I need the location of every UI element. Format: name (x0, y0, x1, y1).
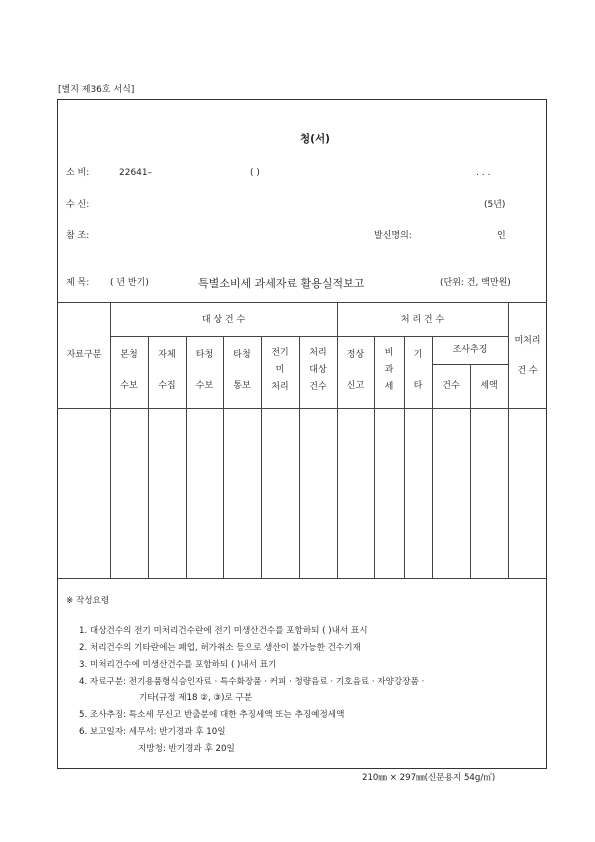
form-label: [별지 제36호 서식] (58, 85, 135, 95)
table-bottom-line (57, 578, 547, 579)
col-line-2 (148, 336, 149, 578)
col-line-4 (223, 336, 224, 578)
col-normal-2: 신고 (346, 381, 365, 391)
col-prior-3: 처리 (271, 382, 289, 392)
unprocessed-header-2: 건 수 (517, 366, 538, 376)
note-item-4: 4. 자료구분: 전기용품형식승인자료 · 특수화장품 · 커피 · 청량음료 · 기호음료 · 자양강장품 · (79, 677, 425, 687)
col-target-total-3: 건수 (309, 382, 327, 392)
seal-mark: 인 (497, 231, 506, 241)
row-header: 자료구분 (66, 350, 102, 360)
note-item-1: 1. 대상건수의 전기 미처리건수란에 전기 미생산건수를 포함하되 ( )내서 표시 (79, 626, 368, 636)
col-other-1: 기 (413, 350, 423, 360)
note-item-6-cont: 지방청: 반기경과 후 20일 (138, 744, 235, 754)
col-normal-1: 정상 (346, 350, 365, 360)
postal-paren: ( ) (250, 168, 260, 178)
col-prior-1: 전기 (271, 348, 289, 358)
postal-value: 22641– (119, 168, 153, 178)
col-prior-2: 미 (275, 365, 285, 375)
col-other-2: 타 (413, 381, 423, 391)
col-target-total-1: 처리 (309, 348, 327, 358)
col-line-9 (404, 336, 405, 578)
subject-title: 특별소비세 과세자료 활용실적보고 (198, 277, 365, 290)
retention-period: (5년) (484, 200, 506, 210)
postal-label: 소 비: (66, 168, 90, 178)
note-item-2: 2. 처리건수의 기타란에는 폐업, 허가취소 등으로 생산이 불가능한 건수기재 (79, 643, 361, 653)
note-item-6: 6. 보고일자: 세무서: 반기경과 후 10일 (79, 727, 226, 737)
col-inv-count: 건수 (442, 381, 460, 391)
col-line-3 (186, 336, 187, 578)
col-bonchung-2: 수보 (120, 381, 138, 391)
col-tachung-subo-2: 수보 (195, 381, 214, 391)
col-line-11 (470, 364, 471, 578)
col-nontax-2: 과 (384, 365, 394, 375)
subject-label: 제 목: (66, 278, 90, 288)
table-top-line (57, 302, 547, 303)
subject-period: ( 년 반기) (110, 278, 149, 288)
col-inv-tax: 세액 (480, 381, 498, 391)
col-nontax-1: 비 (384, 348, 394, 358)
sender-label: 발신명의: (374, 231, 412, 241)
col-jache-2: 수집 (158, 381, 176, 391)
col-nontax-3: 세 (384, 382, 394, 392)
group-header-line (110, 336, 508, 337)
col-line-1 (110, 302, 111, 578)
col-target-total-2: 대상 (309, 365, 327, 375)
notes-heading: ※ 작성요령 (66, 596, 110, 606)
group-target-header: 대 상 건 수 (201, 315, 246, 325)
note-item-3: 3. 미처리건수에 미생산건수를 포함하되 ( )내서 표기 (79, 660, 277, 670)
unit-label: (단위: 건, 백만원) (440, 278, 511, 288)
col-jache-1: 자체 (158, 350, 176, 360)
col-bonchung-1: 본청 (120, 350, 138, 360)
reference-label: 참 조: (66, 231, 90, 241)
note-item-5: 5. 조사추징: 특소세 무신고 반출분에 대한 추징세액 또는 추징예정세액 (79, 710, 345, 720)
investigation-header: 조사추징 (452, 345, 488, 355)
col-line-10 (432, 336, 433, 578)
group-processed-header: 처 리 건 수 (400, 315, 445, 325)
header-bottom-line (57, 408, 547, 409)
date-field: . . . (476, 168, 491, 178)
document-title: 청(서) (300, 133, 330, 145)
col-line-7 (337, 302, 338, 578)
recipient-label: 수 신: (66, 200, 90, 210)
note-item-4-cont: 기타(규정 제18 ②, ③)로 구분 (139, 693, 253, 703)
unprocessed-header-1: 미처리 (514, 336, 541, 346)
col-tachung-subo-1: 타청 (195, 350, 214, 360)
col-tachung-tongbo-1: 타청 (233, 350, 251, 360)
paper-spec: 210㎜ × 297㎜(신문용지 54g/㎡) (362, 773, 496, 783)
col-tachung-tongbo-2: 통보 (233, 381, 251, 391)
